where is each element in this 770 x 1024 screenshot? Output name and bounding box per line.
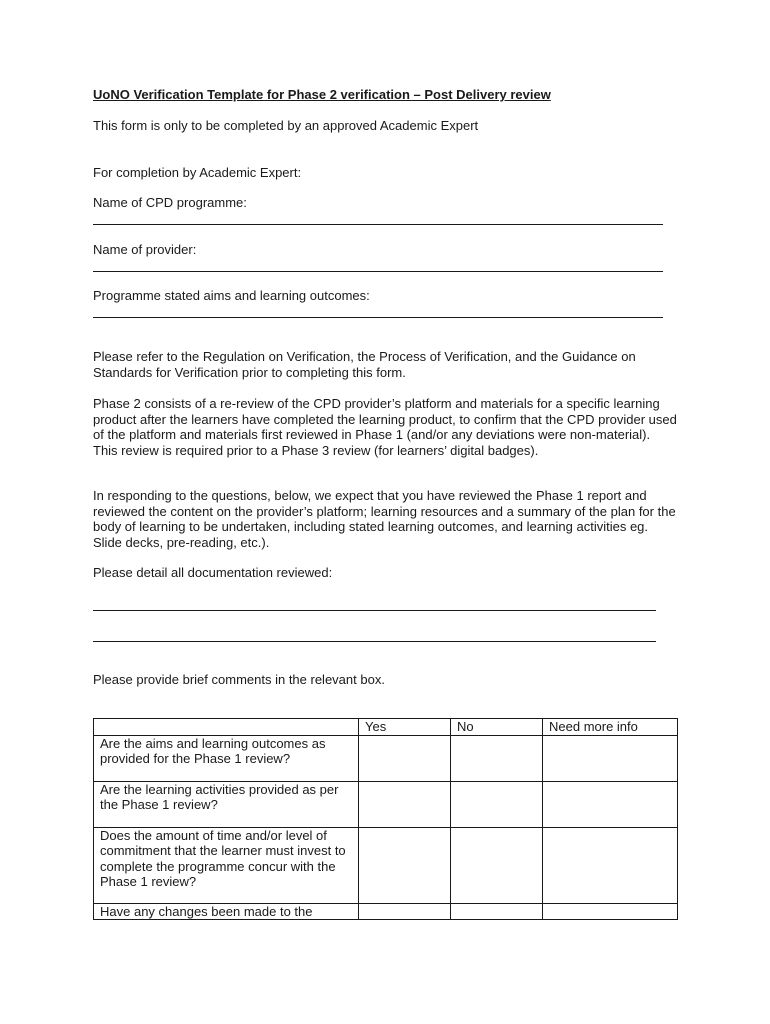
header-cell-blank [94, 719, 359, 736]
question-cell: Are the aims and learning outcomes as provided for the Phase 1 review? [94, 735, 359, 781]
aims-label: Programme stated aims and learning outcomes: [93, 288, 370, 303]
page-title: UoNO Verification Template for Phase 2 verification – Post Delivery review [93, 87, 551, 102]
intro-text: This form is only to be completed by an approved Academic Expert [93, 118, 479, 133]
answer-more-info-cell[interactable] [543, 827, 678, 903]
question-cell: Are the learning activities provided as per the Phase 1 review? [94, 781, 359, 827]
header-cell-no: No [451, 719, 543, 736]
answer-no-cell[interactable] [451, 903, 543, 920]
question-cell: Have any changes been made to the [94, 903, 359, 920]
question-cell: Does the amount of time and/or level of commitment that the learner must invest to complete the programme concur with the Phase 1 review? [94, 827, 359, 903]
table-header-row [94, 719, 678, 736]
answer-no-cell[interactable] [451, 827, 543, 903]
table-row [94, 735, 678, 781]
provider-name-line[interactable] [93, 271, 663, 272]
answer-yes-cell[interactable] [359, 827, 451, 903]
table-row [94, 827, 678, 903]
programme-name-label: Name of CPD programme: [93, 195, 247, 210]
phase2-paragraph: Phase 2 consists of a re-review of the CPD provider’s platform and materials for a specific learning product after the learners have completed the learning product, to confirm that the CPD provider used of the platform and materials first reviewed in Phase 1 (and/or any deviations were non-material). This review is required prior to a Phase 3 review (for learners’ digital badges). [93, 396, 677, 458]
answer-no-cell[interactable] [451, 781, 543, 827]
review-table [93, 718, 678, 920]
answer-more-info-cell[interactable] [543, 781, 678, 827]
answer-yes-cell[interactable] [359, 903, 451, 920]
header-cell-yes: Yes [359, 719, 451, 736]
answer-yes-cell[interactable] [359, 735, 451, 781]
aims-line[interactable] [93, 317, 663, 318]
documentation-line-2[interactable] [93, 641, 656, 642]
documentation-label: Please detail all documentation reviewed: [93, 565, 333, 580]
table-row [94, 903, 678, 920]
provider-name-label: Name of provider: [93, 242, 197, 257]
answer-more-info-cell[interactable] [543, 903, 678, 920]
programme-name-line[interactable] [93, 224, 663, 225]
documentation-line-1[interactable] [93, 610, 656, 611]
table-row [94, 781, 678, 827]
answer-more-info-cell[interactable] [543, 735, 678, 781]
completion-label: For completion by Academic Expert: [93, 165, 302, 180]
header-cell-need-more-info: Need more info [543, 719, 678, 736]
refer-paragraph: Please refer to the Regulation on Verification, the Process of Verification, and the Guidance on Standards for Verification prior to completing this form. [93, 349, 636, 380]
comments-label: Please provide brief comments in the relevant box. [93, 672, 385, 687]
responding-paragraph: In responding to the questions, below, we expect that you have reviewed the Phase 1 report and reviewed the content on the provider’s platform; learning resources and a summary of the plan for the body of learning to be undertaken, including stated learning outcomes, and learning activities eg. Slide decks, pre-reading, etc.). [93, 488, 676, 550]
answer-no-cell[interactable] [451, 735, 543, 781]
answer-yes-cell[interactable] [359, 781, 451, 827]
